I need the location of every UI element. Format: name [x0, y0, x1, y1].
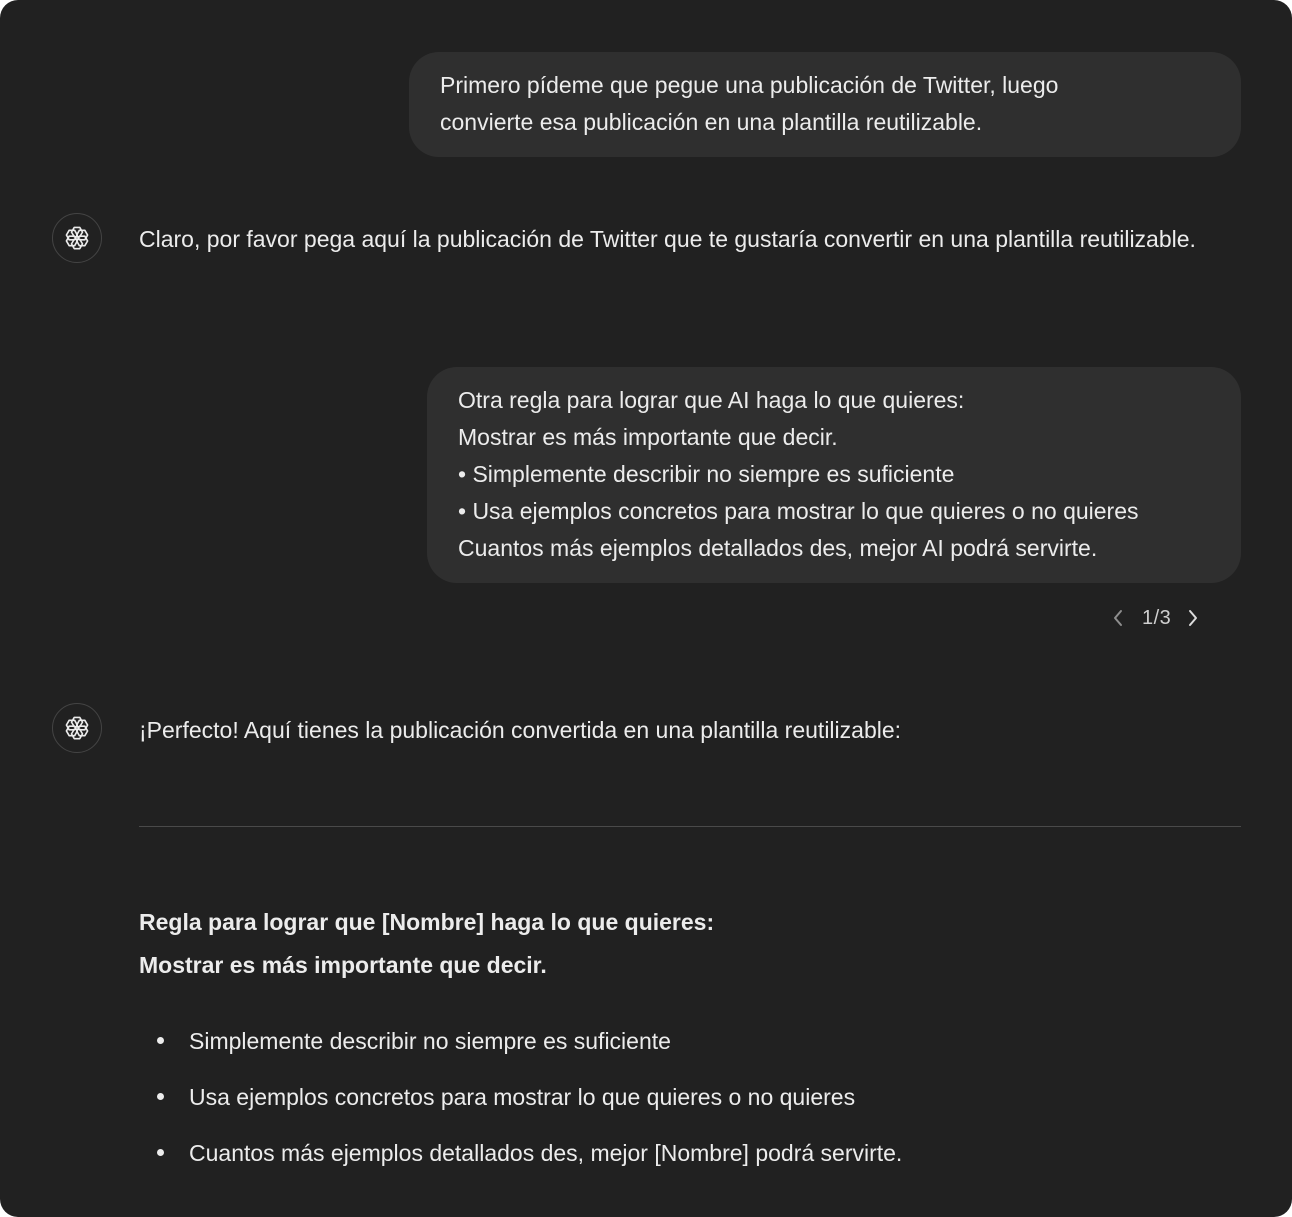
chevron-right-icon [1186, 608, 1200, 628]
version-count: 1/3 [1142, 606, 1172, 629]
openai-logo-icon [62, 713, 92, 743]
assistant-message-text: ¡Perfecto! Aquí tienes la publicación convertida en una plantilla reutilizable: [139, 717, 902, 743]
user-message-bubble [427, 367, 1241, 583]
list-item [139, 1076, 902, 1132]
bullet-icon [157, 1149, 164, 1156]
list-item [139, 1020, 902, 1076]
assistant-message-text: Claro, por favor pega aquí la publicación de Twitter que te gustaría convertir en una plantilla reutilizable. [139, 226, 1196, 252]
user-message-line: convierte esa publicación en una plantilla reutilizable. [440, 109, 983, 135]
list-item-text: Cuantos más ejemplos detallados des, mejor [Nombre] podrá servirte. [189, 1140, 903, 1166]
assistant-avatar [52, 703, 102, 753]
user-message-line: • Simplemente describir no siempre es suficiente [458, 461, 955, 487]
message-version-pager [1104, 600, 1207, 636]
assistant-avatar [52, 213, 102, 263]
user-message-line: Mostrar es más importante que decir. [458, 424, 838, 450]
bullet-icon [157, 1093, 164, 1100]
list-item-text: Usa ejemplos concretos para mostrar lo que quieres o no quieres [189, 1084, 856, 1110]
previous-version-button[interactable] [1104, 600, 1132, 636]
list-item [139, 1132, 902, 1188]
user-message-line: Primero pídeme que pegue una publicación de Twitter, luego [440, 72, 1059, 98]
template-bullet-list [139, 1020, 902, 1188]
chevron-left-icon [1111, 608, 1125, 628]
user-message-line: • Usa ejemplos concretos para mostrar lo que quieres o no quieres [458, 498, 1139, 524]
bullet-icon [157, 1037, 164, 1044]
next-version-button[interactable] [1179, 600, 1207, 636]
horizontal-divider [139, 826, 1241, 827]
user-message-line: Cuantos más ejemplos detallados des, mejor AI podrá servirte. [458, 535, 1098, 561]
user-message-bubble [409, 52, 1241, 157]
template-heading: Regla para lograr que [Nombre] haga lo que quieres: [139, 909, 715, 935]
list-item-text: Simplemente describir no siempre es suficiente [189, 1028, 671, 1054]
user-message-line: Otra regla para lograr que AI haga lo que quieres: [458, 387, 965, 413]
template-subheading: Mostrar es más importante que decir. [139, 952, 547, 978]
openai-logo-icon [62, 223, 92, 253]
